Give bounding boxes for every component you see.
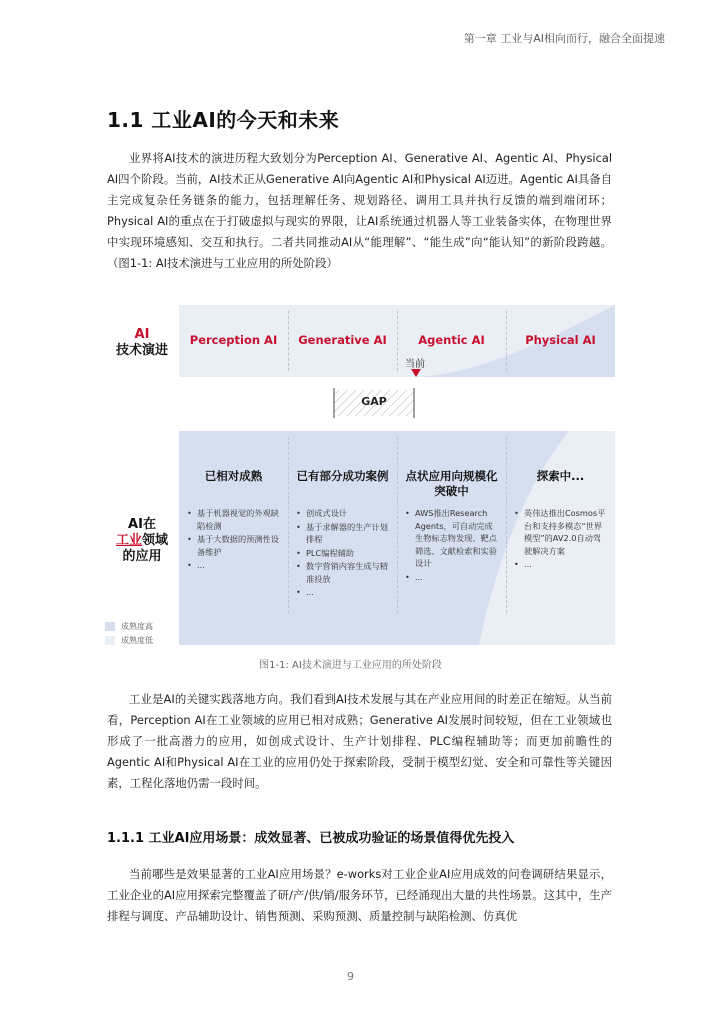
gap-label: GAP xyxy=(361,395,387,408)
running-head: 第一章 工业与AI相向而行，融合全面提速 xyxy=(463,32,665,45)
stage-physical-ai: Physical AI xyxy=(525,333,596,347)
maturity-agentic: 点状应用向规模化突破中 xyxy=(405,469,498,498)
maturity-legend xyxy=(105,621,153,649)
paragraph-scenarios: 当前哪些是效果显著的工业AI应用场景？e-works对工业企业AI应用成效的问卷调研结果显示，工业企业的AI应用探索完整覆盖了研/产/供/销/服务环节，已经涌现出大量的共性场景。这其中，生产排程与调度、产品辅助设计、销售预测、采购预测、质量控制与缺陷检测、仿真优 xyxy=(107,867,612,923)
stage-generative-ai: Generative AI xyxy=(298,333,387,347)
list-item: • ... xyxy=(185,559,279,572)
legend-item-low: 成熟度低 xyxy=(105,635,153,649)
paragraph-industry: 工业是AI的关键实践落地方向。我们看到AI技术发展与其在产业应用间的时差正在缩短。从当前看，Perception AI在工业领域的应用已相对成熟；Generative AI发展时间较短，但在工业领域也形成了一批高潜力的应用，如创成式设计、生产计划排程、PLC编程辅助等；而更加前瞻性的Agentic AI和Physical AI在工业的应用仍处于探索阶段，受制于模型幻觉、安全和可靠性等关键因素，工程化落地仍需一段时间。 xyxy=(107,692,612,790)
list-item: • 基于大数据的预测性设备维护 xyxy=(185,533,279,558)
figure-ai-evolution xyxy=(105,305,615,650)
subsection-title: 1.1.1 工业AI应用场景：成效显著、已被成功验证的场景值得优先投入 xyxy=(107,831,515,846)
maturity-perception: 已相对成熟 xyxy=(204,469,263,483)
legend-swatch-high xyxy=(105,622,115,631)
maturity-physical: 探索中... xyxy=(536,469,585,483)
bullets-physical xyxy=(512,507,606,572)
bullets-generative xyxy=(294,507,388,600)
list-item: • ... xyxy=(512,558,606,571)
legend-swatch-low xyxy=(105,636,115,645)
divider xyxy=(397,437,398,613)
gap-indicator xyxy=(332,388,416,418)
legend-item-high: 成熟度高 xyxy=(105,621,153,635)
figure-caption: 图1-1: AI技术演进与工业应用的所处阶段 xyxy=(259,660,442,671)
list-item: • 基于机器视觉的外观缺陷检测 xyxy=(185,507,279,532)
now-marker-top-label: 当前 xyxy=(405,359,425,370)
section-title: 1.1 工业AI的今天和未来 xyxy=(107,108,340,132)
list-item: • 数字营销内容生成与精准投放 xyxy=(294,560,388,585)
list-item: • 创成式设计 xyxy=(294,507,388,520)
page-number: 9 xyxy=(347,970,354,983)
list-item: • PLC编程辅助 xyxy=(294,547,388,560)
bullets-perception xyxy=(185,507,279,573)
stage-agentic-ai: Agentic AI xyxy=(418,333,485,347)
list-item: • 英伟达推出Cosmos平台和支持多模态“世界模型”的AV2.0自动驾驶解决方案 xyxy=(512,507,606,557)
list-item: • ... xyxy=(294,586,388,599)
industrial-application-label: AI在 工业领域 的应用 xyxy=(115,517,169,564)
maturity-generative: 已有部分成功案例 xyxy=(296,469,389,483)
list-item: • 基于求解器的生产计划排程 xyxy=(294,521,388,546)
divider xyxy=(288,437,289,613)
now-marker-top-arrow-icon xyxy=(411,369,421,377)
divider xyxy=(506,437,507,613)
paragraph-intro: 业界将AI技术的演进历程大致划分为Perception AI、Generative AI、Agentic AI、Physical AI四个阶段。当前，AI技术正从Generative AI向Agentic AI和Physical AI迈进。Agentic AI具备自主完成复杂任务链条的能力，包括理解任务、规划路径、调用工具并执行反馈的端到端闭环；Physical AI的重点在于打破虚拟与现实的界限，让AI系统通过机器人等工业装备实体，在物理世界中实现环境感知、交互和执行。二者共同推动AI从“能理解”、“能生成”向“能认知”的新阶段跨越。（图1-1: AI技术演进与工业应用的所处阶段） xyxy=(107,151,612,270)
stage-perception-ai: Perception AI xyxy=(189,333,278,347)
bullets-agentic xyxy=(403,507,497,584)
list-item: • ... xyxy=(403,571,497,584)
list-item: • AWS推出Research Agents，可自动完成生物标志物发现、靶点筛选、文献检索和实验设计 xyxy=(403,507,497,570)
tech-evolution-label: AI 技术演进 xyxy=(115,327,168,358)
